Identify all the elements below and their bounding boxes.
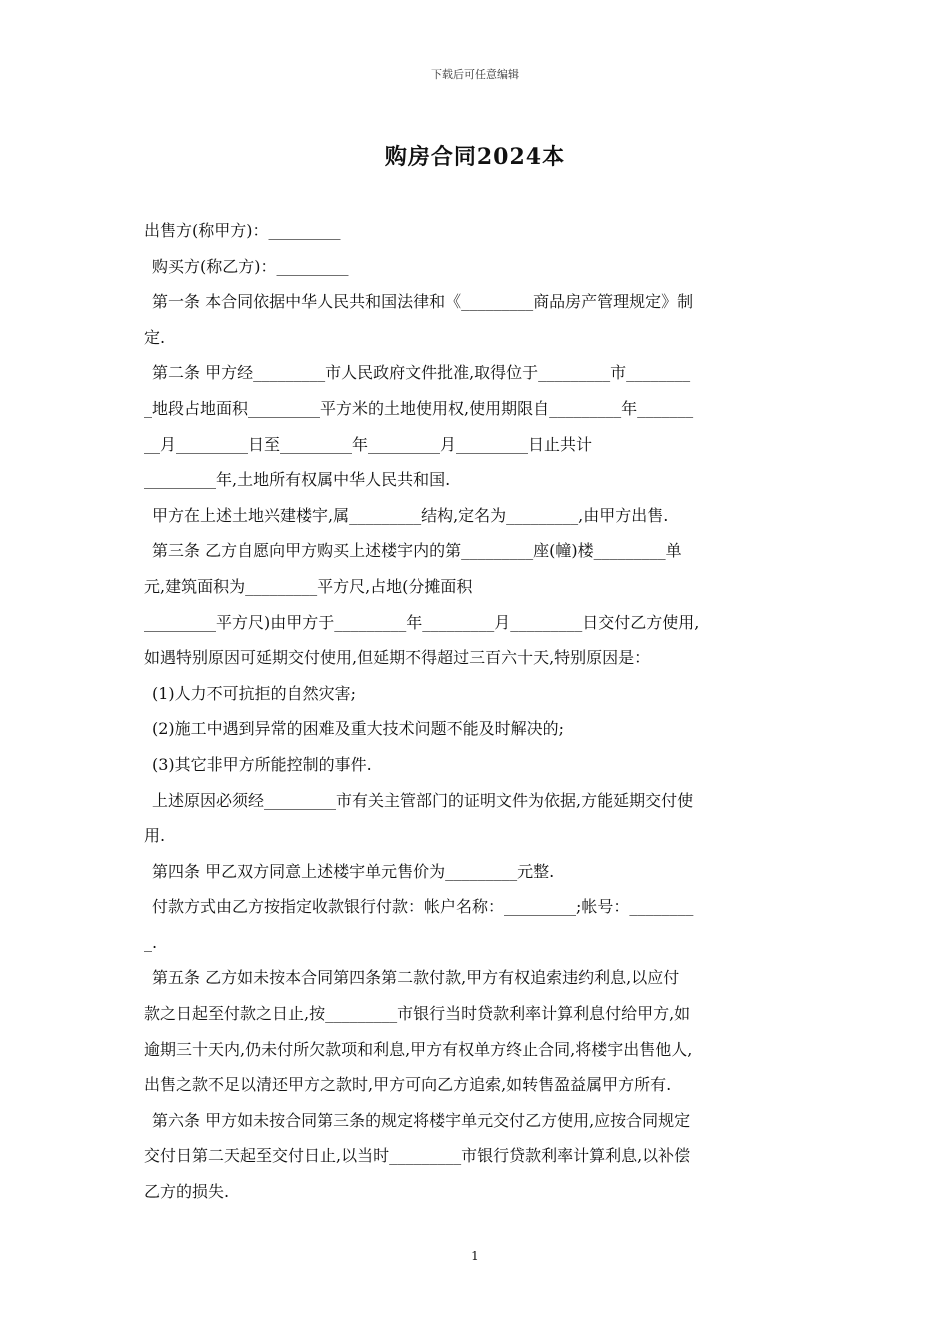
contract-line: 第三条 乙方自愿向甲方购买上述楼宇内的第_________座(幢)楼_________单	[152, 541, 682, 561]
contract-line: 第六条 甲方如未按合同第三条的规定将楼宇单元交付乙方使用,应按合同规定	[152, 1110, 691, 1130]
contract-line: 元,建筑面积为_________平方尺,占地(分摊面积	[144, 576, 473, 596]
contract-line: 定.	[144, 327, 166, 347]
contract-line: 甲方在上述土地兴建楼宇,属_________结构,定名为_________,由甲方出售.	[152, 505, 669, 525]
contract-line: 出售方(称甲方)：_________	[144, 221, 341, 240]
contract-line: 用.	[144, 826, 166, 846]
contract-line: 逾期三十天内,仍未付所欠款项和利息,甲方有权单方终止合同,将楼宇出售他人,	[144, 1039, 693, 1059]
contract-line: 如遇特别原因可延期交付使用,但延期不得超过三百六十天,特别原因是：	[144, 648, 651, 668]
contract-line: 第五条 乙方如未按本合同第四条第二款付款,甲方有权追索违约利息,以应付	[152, 968, 680, 988]
contract-line: (2)施工中遇到异常的困难及重大技术问题不能及时解决的;	[152, 719, 565, 739]
page-number: 1	[471, 1249, 479, 1263]
contract-line: 付款方式由乙方按指定收款银行付款：帐户名称：_________;帐号：________	[152, 897, 694, 917]
contract-line: _.	[144, 932, 158, 952]
contract-line: __月_________日至_________年_________月_________日止共计	[144, 434, 593, 454]
document-title: 购房合同2024本	[384, 144, 566, 170]
contract-line: 购买方(称乙方)：_________	[152, 256, 349, 276]
contract-line: _地段占地面积_________平方米的土地使用权,使用期限自_________年_______	[144, 398, 694, 418]
header-note: 下载后可任意编辑	[431, 68, 519, 81]
contract-line: _________平方尺)由甲方于_________年_________月_________日交付乙方使用,	[144, 612, 700, 632]
contract-body	[144, 213, 810, 1210]
contract-line: 第一条 本合同依据中华人民共和国法律和《_________商品房产管理规定》制	[152, 292, 694, 312]
contract-line: 交付日第二天起至交付日止,以当时_________市银行贷款利率计算利息,以补偿	[144, 1146, 691, 1166]
contract-line: 第四条 甲乙双方同意上述楼宇单元售价为_________元整.	[152, 861, 555, 881]
contract-line: _________年,土地所有权属中华人民共和国.	[144, 470, 451, 490]
contract-line: 乙方的损失.	[144, 1182, 230, 1202]
contract-line: 上述原因必须经_________市有关主管部门的证明文件为依据,方能延期交付使	[152, 790, 694, 810]
contract-line: 第二条 甲方经_________市人民政府文件批准,取得位于_________市________	[152, 363, 691, 383]
contract-line: 款之日起至付款之日止,按_________市银行当时贷款利率计算利息付给甲方,如	[144, 1004, 691, 1024]
contract-line: (3)其它非甲方所能控制的事件.	[152, 754, 372, 774]
contract-line: (1)人力不可抗拒的自然灾害;	[152, 683, 357, 703]
contract-line: 出售之款不足以清还甲方之款时,甲方可向乙方追索,如转售盈益属甲方所有.	[144, 1075, 672, 1095]
